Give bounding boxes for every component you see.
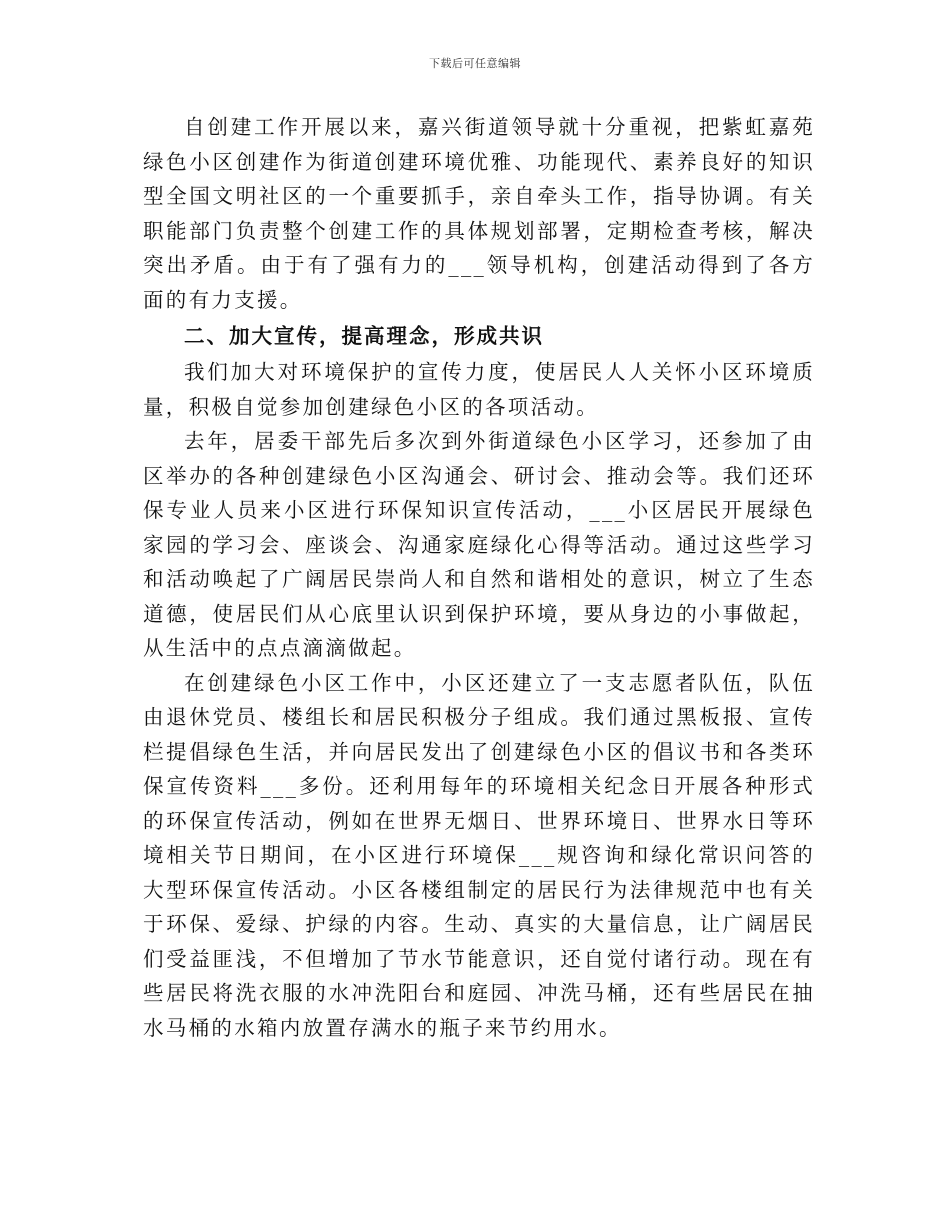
paragraph-publicity-intro: 我们加大对环境保护的宣传力度，使居民人人关怀小区环境质量，积极自觉参加创建绿色小区的各项活动。 [143, 360, 815, 419]
paragraph-leadership: 自创建工作开展以来，嘉兴街道领导就十分重视，把紫虹嘉苑绿色小区创建作为街道创建环境优雅、功能现代、素养良好的知识型全国文明社区的一个重要抓手，亲自牵头工作，指导协调。有关职能部门负责整个创建工作的具体规划部署，定期检查考核，解决突出矛盾。由于有了强有力的___领导机构，创建活动得到了各方面的有力支援。 [143, 115, 815, 312]
document-body [143, 110, 815, 1045]
section-heading-publicity: 二、加大宣传，提高理念，形成共识 [184, 324, 544, 348]
page-header: 下载后可任意编辑 [429, 57, 521, 70]
paragraph-learning-activities: 去年，居委干部先后多次到外街道绿色小区学习，还参加了由区举办的各种创建绿色小区沟通会、研讨会、推动会等。我们还环保专业人员来小区进行环保知识宣传活动，___小区居民开展绿色家园的学习会、座谈会、沟通家庭绿化心得等活动。通过这些学习和活动唤起了广阔居民崇尚人和自然和谐相处的意识，树立了生态道德，使居民们从心底里认识到保护环境，要从身边的小事做起，从生活中的点点滴滴做起。 [143, 429, 815, 660]
paragraph-volunteer-team: 在创建绿色小区工作中，小区还建立了一支志愿者队伍，队伍由退休党员、楼组长和居民积极分子组成。我们通过黑板报、宣传栏提倡绿色生活，并向居民发出了创建绿色小区的倡议书和各类环保宣传资料___多份。还利用每年的环境相关纪念日开展各种形式的环保宣传活动，例如在世界无烟日、世界环境日、世界水日等环境相关节日期间，在小区进行环境保___规咨询和绿化常识问答的大型环保宣传活动。小区各楼组制定的居民行为法律规范中也有关于环保、爱绿、护绿的内容。生动、真实的大量信息，让广阔居民们受益匪浅，不但增加了节水节能意识，还自觉付诸行动。现在有些居民将洗衣服的水冲洗阳台和庭园、冲洗马桶，还有些居民在抽水马桶的水箱内放置存满水的瓶子来节约用水。 [143, 670, 815, 1040]
